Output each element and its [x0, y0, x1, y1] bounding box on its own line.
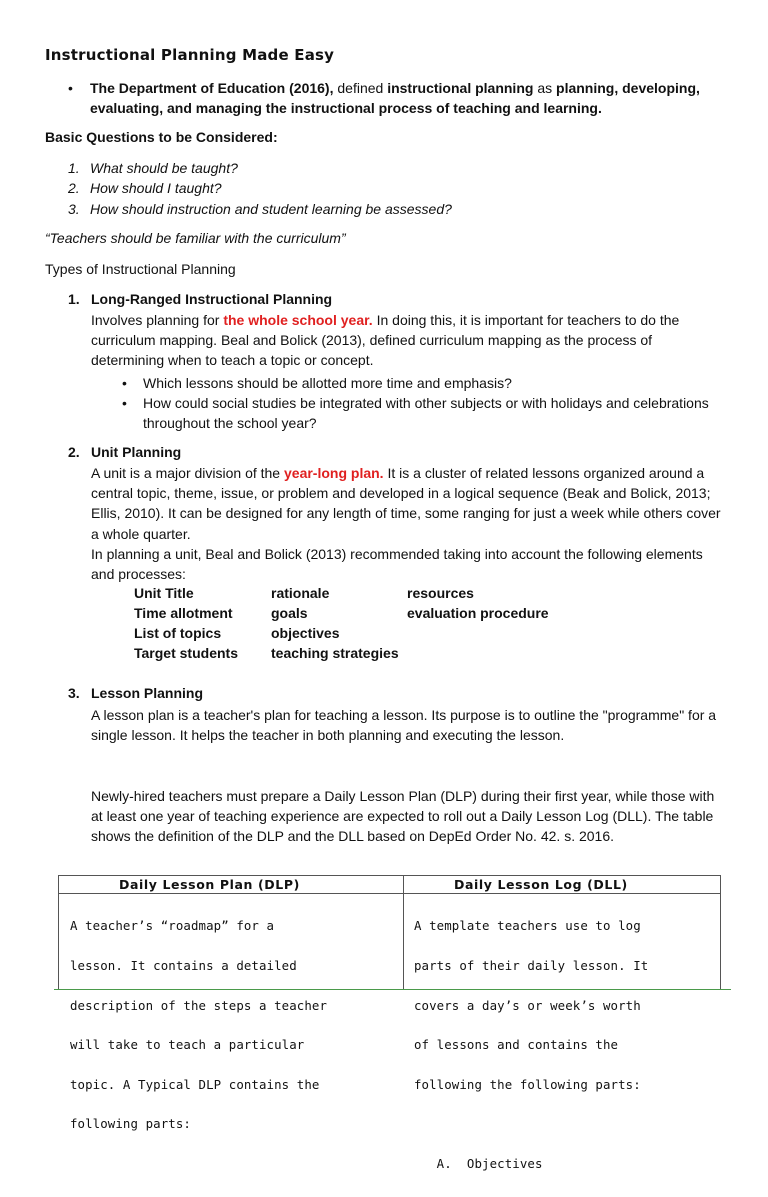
- intro-part4: as: [533, 80, 557, 96]
- basic-questions-heading: Basic Questions to be Considered:: [45, 129, 278, 145]
- page-title: Instructional Planning Made Easy: [45, 46, 335, 64]
- bottom-rule: [54, 989, 731, 990]
- document-page: Instructional Planning Made Easy • The Department of Education (2016), defined instructional planning as planning, developing, evaluating, and managing the instructional process of teaching and learning. Basic Questions to be Considered: 1. What should be taught? 2. How should I taught? 3. How should instruction and student learning be assessed? “Teachers should be familiar with the curriculum” Types of Instructional Planning 1. Long-Ranged Instructional Planning Involves planning for the whole school year. In doing this, it is important for teachers to do the curriculum mapping. Beal and Bolick (2013), defined curriculum mapping as the process of determining when to teach a topic or concept. • Which lessons should be allotted more time and emphasis? • How could social studies be integrated with other subjects or with holidays and celebrations throughout the school year? 2. Unit Planning A unit is a major division of the year-long plan. It is a cluster of related lessons organized around a central topic, theme, issue, or problem and developed in a logical sequence (Beak and Bolick, 2013; Ellis, 2010). It can be designed for any length of time, some ranging for just a week while others cover a whole quarter. In planning a unit, Beal and Bolick (2013) recommended taking into account the following elements and processes: Unit Title Time allotment List of topics Target students rationale goals objectives teaching strategies resources evaluation procedure 3. Lesson Planning A lesson plan is a teacher's plan for teaching a lesson. Its purpose is to outline the "programme" for a single lesson. It helps the teacher in both planning and executing the lesson. Newly-hired teachers must prepare a Daily Lesson Plan (DLP) during their first year, while those with at least one year of teaching experience are expected to roll out a Daily Lesson Log (DLL). The table shows the definition of the DLP and the DLL based on DepEd Order No. 42. s. 2016. Daily Lesson Plan (DLP) Daily Lesson Log (DLL) A teacher’s “roadmap” for a lesson. It contains a detailed description of the steps a teacher will take to teach a particular topic. A Typical DLP contains the following parts: A template teachers use to log parts of their daily lesson. It covers a day’s or week’s worth of lessons and contains the following the following parts: A. Objectives: [0, 0, 768, 1024]
- element-item: Target students: [134, 645, 238, 661]
- section-3-title: Lesson Planning: [91, 685, 204, 701]
- element-item: teaching strategies: [271, 645, 399, 661]
- element-item: Unit Title: [134, 585, 194, 601]
- bullet-dot: •: [68, 80, 73, 96]
- highlight-text: year-long plan.: [284, 465, 384, 481]
- element-item: List of topics: [134, 625, 222, 641]
- element-item: resources: [407, 585, 474, 601]
- section-3-paragraph: A lesson plan is a teacher's plan for teaching a lesson. Its purpose is to outline the "programme" for a single lesson. It helps the teacher in both planning and executing the lesson.: [91, 707, 717, 744]
- intro-text: [90, 78, 728, 118]
- table-header-dll: Daily Lesson Log (DLL): [454, 877, 628, 892]
- question-item: 3. How should instruction and student learning be assessed?: [68, 201, 452, 217]
- table-header-dlp: Daily Lesson Plan (DLP): [119, 877, 300, 892]
- element-item: rationale: [271, 585, 330, 601]
- section-1-paragraph: Involves planning for the whole school year. In doing this, it is important for teachers to do the curriculum mapping. Beal and Bolick (2013), defined curriculum mapping as the process of determining when to teach a topic or concept.: [91, 312, 680, 369]
- question-item: 1. What should be taught?: [68, 160, 238, 176]
- types-heading: Types of Instructional Planning: [45, 261, 236, 277]
- section-3-paragraph-2: Newly-hired teachers must prepare a Daily Lesson Plan (DLP) during their first year, while those with at least one year of teaching experience are expected to roll out a Daily Lesson Log (DLL). The table shows the definition of the DLP and the DLL based on DepEd Order No. 42. s. 2016.: [91, 788, 715, 845]
- element-item: objectives: [271, 625, 340, 641]
- intro-part3: instructional planning: [387, 80, 534, 96]
- element-item: goals: [271, 605, 308, 621]
- highlight-text: the whole school year.: [223, 312, 373, 328]
- sub-bullet: • Which lessons should be allotted more time and emphasis?: [122, 375, 512, 391]
- question-item: 2. How should I taught?: [68, 180, 222, 196]
- sub-bullet: • How could social studies be integrated with other subjects or with holidays and celebrations throughout the school year?: [122, 395, 709, 431]
- element-item: evaluation procedure: [407, 605, 549, 621]
- dlp-dll-table: [58, 875, 721, 1171]
- intro-part1: The Department of Education (2016),: [90, 80, 334, 96]
- intro-part2: defined: [333, 80, 388, 96]
- section-1-title: Long-Ranged Instructional Planning: [91, 291, 333, 307]
- curriculum-quote: “Teachers should be familiar with the curriculum”: [45, 230, 346, 246]
- intro-part5: planning, developing, evaluating, and managing the instructional process of teaching and learning.: [90, 80, 700, 116]
- table-cell-dlp: A teacher’s “roadmap” for a lesson. It contains a detailed description of the steps a teacher will take to teach a particular topic. A Typical DLP contains the following parts:: [70, 918, 328, 1132]
- section-2-title: Unit Planning: [91, 444, 182, 460]
- element-item: Time allotment: [134, 605, 233, 621]
- section-2-paragraph: A unit is a major division of the year-long plan. It is a cluster of related lessons organized around a central topic, theme, issue, or problem and developed in a logical sequence (Beak and Bolick, 2013; Ellis, 2010). It can be designed for any length of time, some ranging for just a week while others cover a whole quarter.: [91, 465, 721, 542]
- section-2-paragraph-2: In planning a unit, Beal and Bolick (2013) recommended taking into account the following elements and processes:: [91, 546, 703, 583]
- intro-bullet: [68, 78, 728, 118]
- table-cell-dll: A template teachers use to log parts of their daily lesson. It covers a day’s or week’s worth of lessons and contains the following the following parts: A. Objectives: [414, 918, 649, 1171]
